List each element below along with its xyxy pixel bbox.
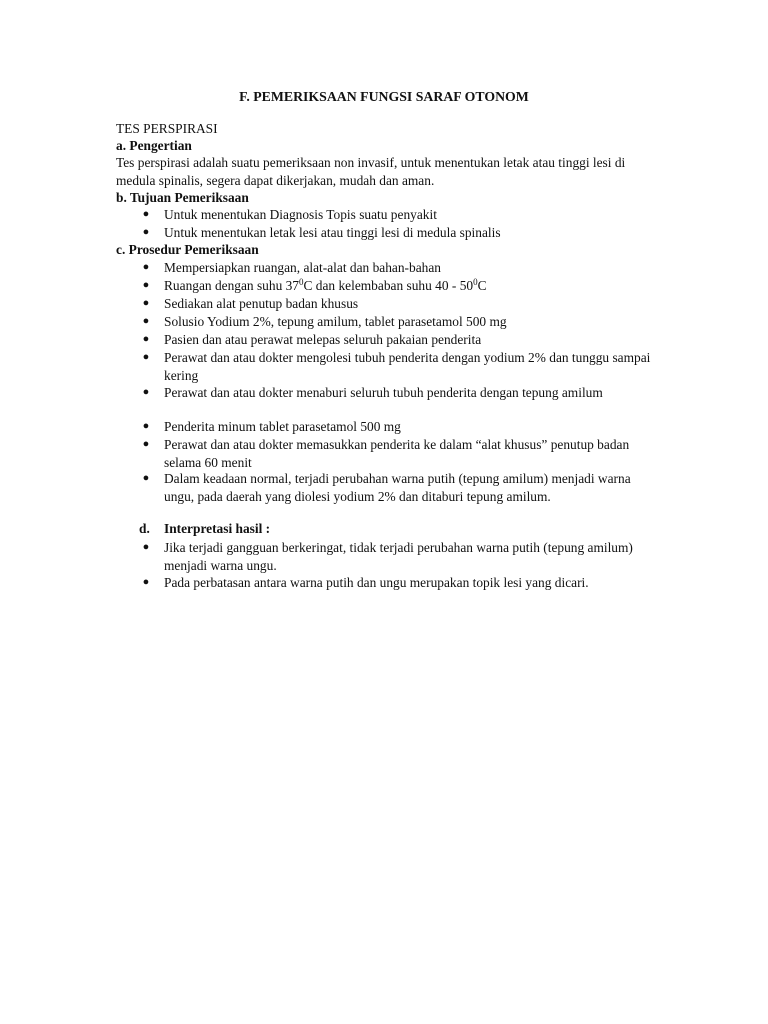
list-item: Solusio Yodium 2%, tepung amilum, tablet parasetamol 500 mg [164,314,507,329]
heading-pengertian: a. Pengertian [116,138,192,153]
list-item: Pasien dan atau perawat melepas seluruh pakaian penderita [164,332,482,347]
bullet-icon: ● [142,208,150,220]
list-item: Perawat dan atau dokter memasukkan penderita ke dalam “alat khusus” penutup badan selama 60 menit [164,437,630,470]
heading-interpretasi: Interpretasi hasil : [164,521,271,536]
bullet-icon: ● [142,420,150,432]
bullet-icon: ● [142,261,150,273]
section-title: TES PERSPIRASI [116,121,218,136]
superscript: 0 [299,277,304,287]
pengertian-paragraph: Tes perspirasi adalah suatu pemeriksaan non invasif, untuk menentukan letak atau tinggi lesi di medula spinalis, segera dapat dikerjakan, mudah dan aman. [116,155,626,188]
bullet-icon: ● [142,315,150,327]
heading-tujuan: b. Tujuan Pemeriksaan [116,190,249,205]
list-item: Jika terjadi gangguan berkeringat, tidak terjadi perubahan warna putih (tepung amilum) menjadi warna ungu. [164,540,633,573]
bullet-icon: ● [142,386,150,398]
list-item-text: Ruangan dengan suhu 37 [164,278,299,293]
bullet-icon: ● [142,297,150,309]
list-item: Perawat dan atau dokter mengolesi tubuh penderita dengan yodium 2% dan tunggu sampai kering [164,350,651,383]
bullet-icon: ● [142,576,150,588]
bullet-icon: ● [142,541,150,553]
bullet-icon: ● [142,226,150,238]
list-item: Mempersiapkan ruangan, alat-alat dan bahan-bahan [164,260,441,275]
list-item-text: C [477,278,487,293]
list-item: Penderita minum tablet parasetamol 500 mg [164,419,401,434]
bullet-icon: ● [142,472,150,484]
interpretasi-letter: d. [139,521,150,536]
bullet-icon: ● [142,351,150,363]
heading-prosedur: c. Prosedur Pemeriksaan [116,242,259,257]
list-item: Dalam keadaan normal, terjadi perubahan warna putih (tepung amilum) menjadi warna ungu, pada daerah yang diolesi yodium 2% dan ditaburi tepung amilum. [164,471,631,504]
list-item-suhu [164,277,664,295]
list-item-text: C dan kelembaban suhu 40 - 50 [303,278,474,293]
superscript: 0 [473,277,478,287]
list-item: Untuk menentukan Diagnosis Topis suatu penyakit [164,207,437,222]
bullet-icon: ● [142,333,150,345]
list-item: Sediakan alat penutup badan khusus [164,296,359,311]
bullet-icon: ● [142,279,150,291]
document-title: F. PEMERIKSAAN FUNGSI SARAF OTONOM [239,89,529,104]
list-item: Untuk menentukan letak lesi atau tinggi lesi di medula spinalis [164,225,501,240]
list-item: Perawat dan atau dokter menaburi seluruh tubuh penderita dengan tepung amilum [164,385,603,400]
bullet-icon: ● [142,438,150,450]
list-item: Pada perbatasan antara warna putih dan ungu merupakan topik lesi yang dicari. [164,575,589,590]
